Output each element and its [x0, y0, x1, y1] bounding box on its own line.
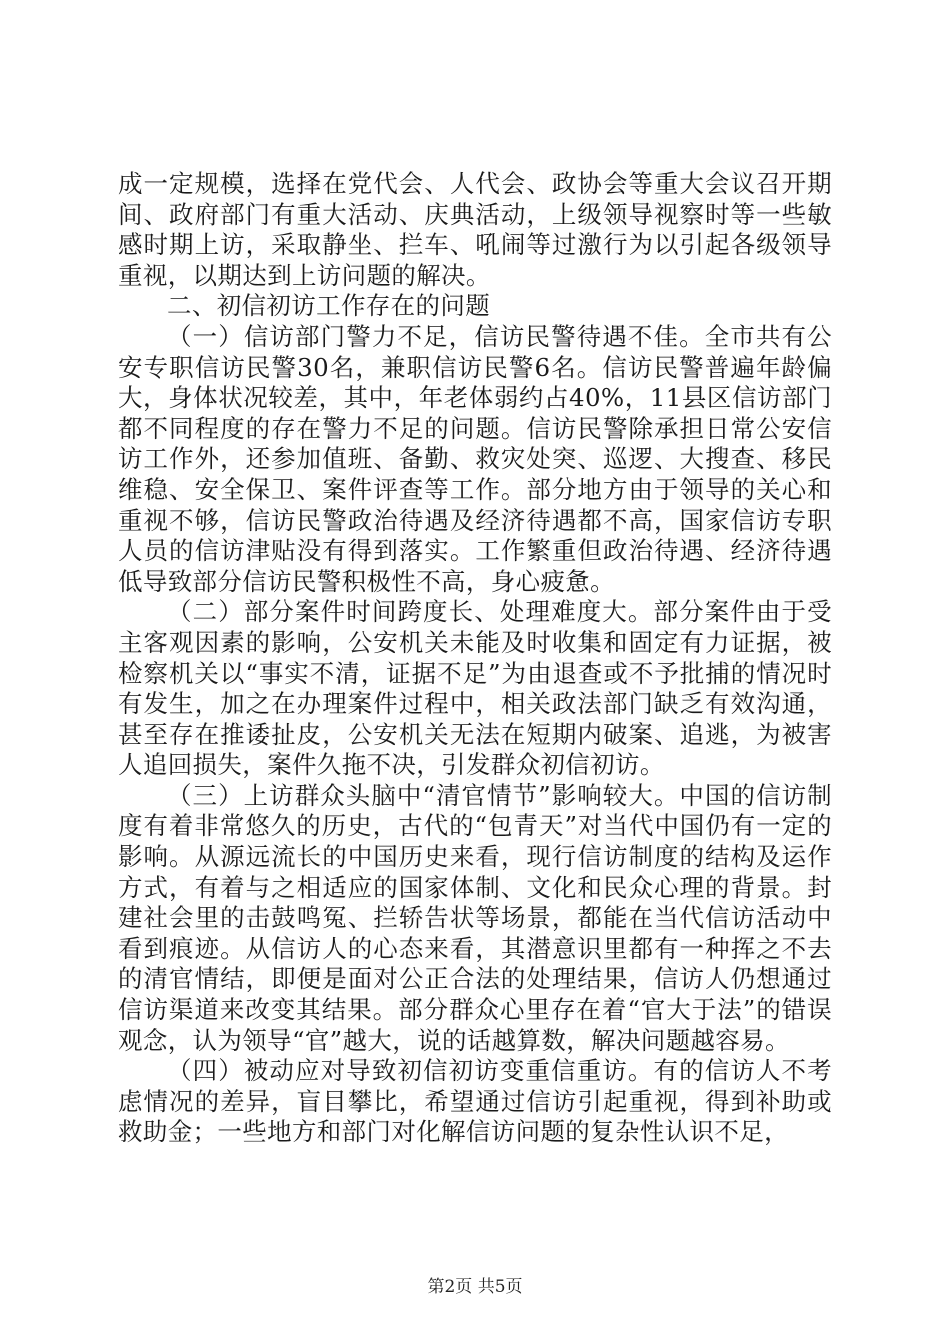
- paragraph-continuation: 成一定规模，选择在党代会、人代会、政协会等重大会议召开期间、政府部门有重大活动、庆典活动，上级领导视察时等一些敏感时期上访，采取静坐、拦车、吼闹等过激行为以引起各级领导重视，以期达到上访问题的解决。: [118, 169, 832, 290]
- page-number-footer: 第2页 共5页: [427, 1277, 523, 1297]
- paragraph-item-1: （一）信访部门警力不足，信访民警待遇不佳。全市共有公安专职信访民警30名，兼职信访民警6名。信访民警普遍年龄偏大，身体状况较差，其中，年老体弱约占40%，11县区信访部门都不同程度的存在警力不足的问题。信访民警除承担日常公安信访工作外，还参加值班、备勤、救灾处突、巡逻、大搜查、移民维稳、安全保卫、案件评查等工作。部分地方由于领导的关心和重视不够，信访民警政治待遇及经济待遇都不高，国家信访专职人员的信访津贴没有得到落实。工作繁重但政治待遇、经济待遇低导致部分信访民警积极性不高，身心疲惫。: [118, 321, 832, 596]
- section-heading: 二、初信初访工作存在的问题: [167, 291, 491, 321]
- document-body: [118, 169, 832, 1148]
- paragraph-item-3: （三）上访群众头脑中“清官情节”影响较大。中国的信访制度有着非常悠久的历史，古代的“包青天”对当代中国仍有一定的影响。从源远流长的中国历史来看，现行信访制度的结构及运作方式，有着与之相适应的国家体制、文化和民众心理的背景。封建社会里的击鼓鸣冤、拦轿告状等场景，都能在当代信访活动中看到痕迹。从信访人的心态来看，其潜意识里都有一种挥之不去的清官情结，即便是面对公正合法的处理结果，信访人仍想通过信访渠道来改变其结果。部分群众心里存在着“官大于法”的错误观念，认为领导“官”越大，说的话越算数，解决问题越容易。: [118, 780, 832, 1055]
- paragraph-item-4: （四）被动应对导致初信初访变重信重访。有的信访人不考虑情况的差异，盲目攀比，希望通过信访引起重视，得到补助或救助金；一些地方和部门对化解信访问题的复杂性认识不足，: [118, 1056, 832, 1147]
- paragraph-item-2: （二）部分案件时间跨度长、处理难度大。部分案件由于受主客观因素的影响，公安机关未能及时收集和固定有力证据，被检察机关以“事实不清，证据不足”为由退查或不予批捕的情况时有发生，加之在办理案件过程中，相关政法部门缺乏有效沟通，甚至存在推诿扯皮，公安机关无法在短期内破案、追逃，为被害人追回损失，案件久拖不决，引发群众初信初访。: [118, 597, 832, 780]
